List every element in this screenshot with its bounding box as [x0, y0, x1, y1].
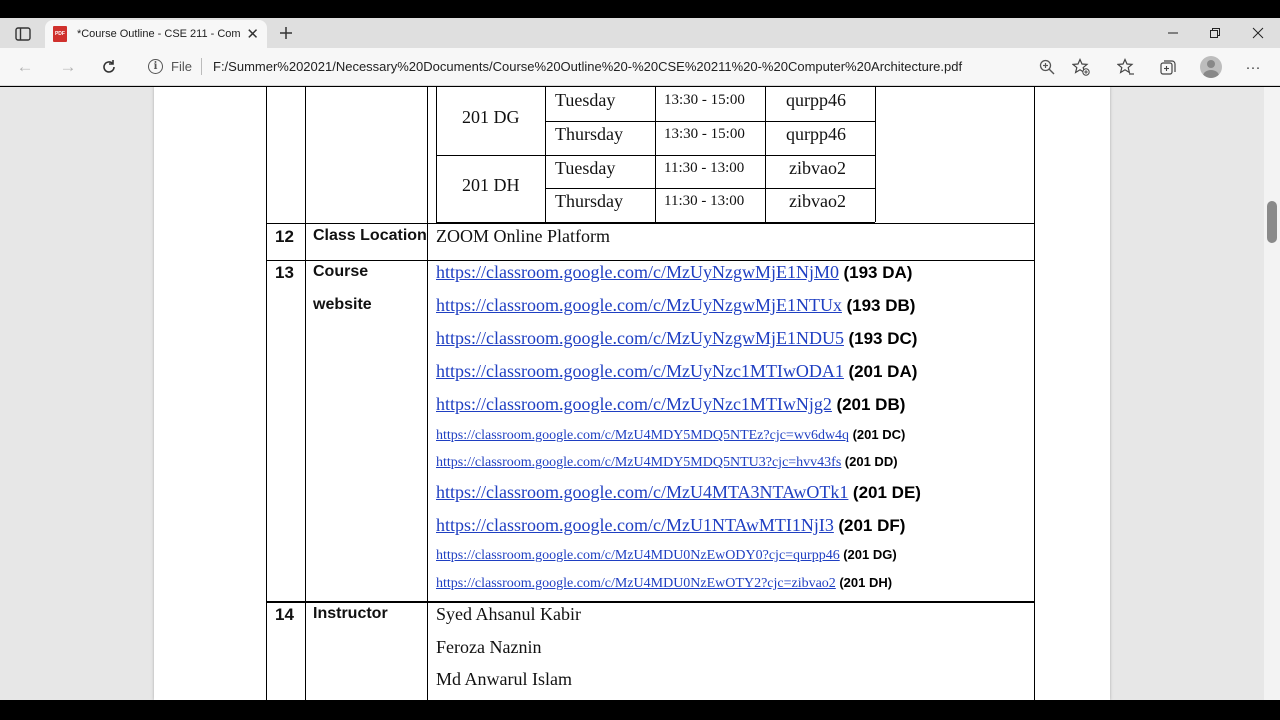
row-divider [266, 260, 1035, 261]
tab-actions-button[interactable] [8, 23, 38, 45]
classroom-link-row [436, 575, 892, 592]
new-tab-button[interactable] [276, 20, 296, 46]
classroom-link[interactable]: https://classroom.google.com/c/MzUyNzc1MTIwNjg2 [436, 394, 832, 414]
tab-strip [0, 18, 1280, 48]
restore-button[interactable] [1195, 20, 1235, 46]
schedule-row-line [545, 121, 875, 122]
schedule-day: Tuesday [555, 158, 616, 178]
schedule-time: 11:30 - 13:00 [664, 160, 745, 176]
table-divider-label [427, 87, 428, 700]
schedule-code: zibvao2 [789, 158, 846, 178]
schedule-day: Thursday [555, 191, 623, 211]
classroom-link-row [436, 454, 898, 471]
close-window-button[interactable] [1238, 20, 1278, 46]
instructor-name: Syed Ahsanul Kabir [436, 604, 581, 624]
location-value: ZOOM Online Platform [436, 226, 610, 246]
schedule-section: 201 DH [462, 175, 520, 195]
refresh-icon [101, 59, 117, 75]
zoom-icon [1039, 59, 1055, 75]
pdf-viewer [0, 87, 1280, 700]
location-label: Class Location [313, 227, 427, 244]
settings-menu-button[interactable] [1241, 55, 1265, 79]
row-number: 12 [275, 227, 294, 246]
arrow-left-icon: ← [16, 57, 34, 76]
classroom-link[interactable]: https://classroom.google.com/c/MzU4MDY5MDQ5NTU3?cjc=hvv43fs [436, 455, 842, 470]
back-button[interactable] [13, 55, 37, 79]
classroom-link[interactable]: https://classroom.google.com/c/MzU1NTAwMTI1NjI3 [436, 515, 834, 535]
classroom-link[interactable]: https://classroom.google.com/c/MzUyNzc1MTIwODA1 [436, 361, 844, 381]
file-label: File [171, 59, 192, 74]
bottom-black-bar [0, 700, 1280, 720]
section-label: (193 DB) [846, 296, 916, 315]
address-bar [0, 48, 1280, 86]
zoom-button[interactable] [1035, 55, 1059, 79]
section-label: (201 DF) [838, 516, 906, 535]
section-label: (193 DC) [848, 329, 918, 348]
minimize-icon [1167, 27, 1179, 39]
forward-button[interactable] [56, 55, 80, 79]
schedule-row-line [545, 188, 875, 189]
classroom-link[interactable]: https://classroom.google.com/c/MzU4MDY5MDQ5NTEz?cjc=wv6dw4q [436, 428, 850, 443]
section-label: (201 DB) [836, 395, 906, 414]
section-label: (201 DE) [852, 483, 921, 502]
section-label: (201 DG) [843, 547, 897, 562]
row-divider [266, 601, 1035, 603]
url-separator [201, 58, 202, 75]
classroom-link-row [436, 547, 897, 564]
classroom-link-row [436, 427, 905, 444]
collections-icon [1159, 58, 1177, 76]
classroom-link-row [436, 515, 905, 536]
table-divider-num [305, 87, 306, 700]
table-border-right [1034, 87, 1035, 700]
scrollbar-track[interactable] [1264, 87, 1280, 700]
classroom-link[interactable]: https://classroom.google.com/c/MzU4MDU0NzEwOTY2?cjc=zibvao2 [436, 576, 836, 591]
more-icon: ··· [1245, 58, 1261, 76]
pdf-file-icon: PDF [53, 26, 67, 42]
collections-button[interactable] [1156, 55, 1180, 79]
schedule-section: 201 DG [462, 107, 520, 127]
tab-title: *Course Outline - CSE 211 - Com [76, 28, 241, 40]
classroom-link-row [436, 361, 917, 382]
instructor-name: Feroza Naznin [436, 637, 542, 657]
schedule-day: Thursday [555, 124, 623, 144]
tab-course-outline[interactable] [45, 20, 267, 48]
section-label: (201 DC) [852, 427, 906, 442]
classroom-link[interactable]: https://classroom.google.com/c/MzUyNzgwMjE1NjM0 [436, 262, 839, 282]
classroom-link[interactable]: https://classroom.google.com/c/MzUyNzgwMjE1NTUx [436, 295, 842, 315]
star-add-icon [1072, 58, 1090, 76]
close-tab-icon[interactable]: ✕ [246, 25, 259, 43]
restore-icon [1209, 27, 1221, 39]
schedule-time: 13:30 - 15:00 [664, 126, 745, 142]
minimize-button[interactable] [1153, 20, 1193, 46]
classroom-link[interactable]: https://classroom.google.com/c/MzU4MTA3NTAwOTk1 [436, 482, 849, 502]
section-label: (201 DD) [844, 454, 898, 469]
row-number: 14 [275, 605, 294, 624]
classroom-link-row [436, 328, 917, 349]
schedule-border-right [875, 87, 876, 222]
schedule-day: Tuesday [555, 90, 616, 110]
classroom-link-row [436, 262, 912, 283]
add-favorite-button[interactable] [1069, 55, 1093, 79]
instructor-label: Instructor [313, 605, 388, 622]
refresh-button[interactable] [97, 55, 121, 79]
instructor-name: Md Anwarul Islam [436, 669, 572, 689]
tab-actions-icon [15, 27, 31, 41]
arrow-right-icon: → [59, 57, 77, 76]
section-label: (201 DA) [848, 362, 918, 381]
classroom-link-row [436, 295, 915, 316]
classroom-link-row [436, 482, 921, 503]
scrollbar-thumb[interactable] [1267, 201, 1277, 243]
section-label: (201 DH) [839, 575, 893, 590]
schedule-code: zibvao2 [789, 191, 846, 211]
close-icon [1252, 27, 1264, 39]
table-border-left [266, 87, 267, 700]
favorites-button[interactable] [1114, 55, 1138, 79]
row-number: 13 [275, 263, 294, 282]
pdf-page [154, 87, 1110, 700]
classroom-link-row [436, 394, 905, 415]
row-divider [266, 223, 1035, 224]
website-label-2: website [313, 296, 372, 313]
classroom-link[interactable]: https://classroom.google.com/c/MzUyNzgwMjE1NDU5 [436, 328, 844, 348]
schedule-code: qurpp46 [786, 124, 846, 144]
section-label: (193 DA) [843, 263, 913, 282]
schedule-code: qurpp46 [786, 90, 846, 110]
url-input[interactable]: F:/Summer%202021/Necessary%20Documents/Course%20Outline%20-%20CSE%20211%20-%20Computer%20Architecture.pdf [213, 59, 963, 74]
website-label-1: Course [313, 263, 369, 280]
plus-icon [279, 26, 293, 40]
schedule-row-line [436, 155, 875, 156]
site-info-icon[interactable]: i [148, 59, 163, 74]
classroom-link[interactable]: https://classroom.google.com/c/MzU4MDU0NzEwODY0?cjc=qurpp46 [436, 548, 840, 563]
favorites-icon [1117, 58, 1135, 76]
schedule-time: 11:30 - 13:00 [664, 193, 745, 209]
profile-avatar[interactable] [1200, 56, 1222, 78]
top-black-bar [0, 0, 1280, 18]
schedule-time: 13:30 - 15:00 [664, 92, 745, 108]
